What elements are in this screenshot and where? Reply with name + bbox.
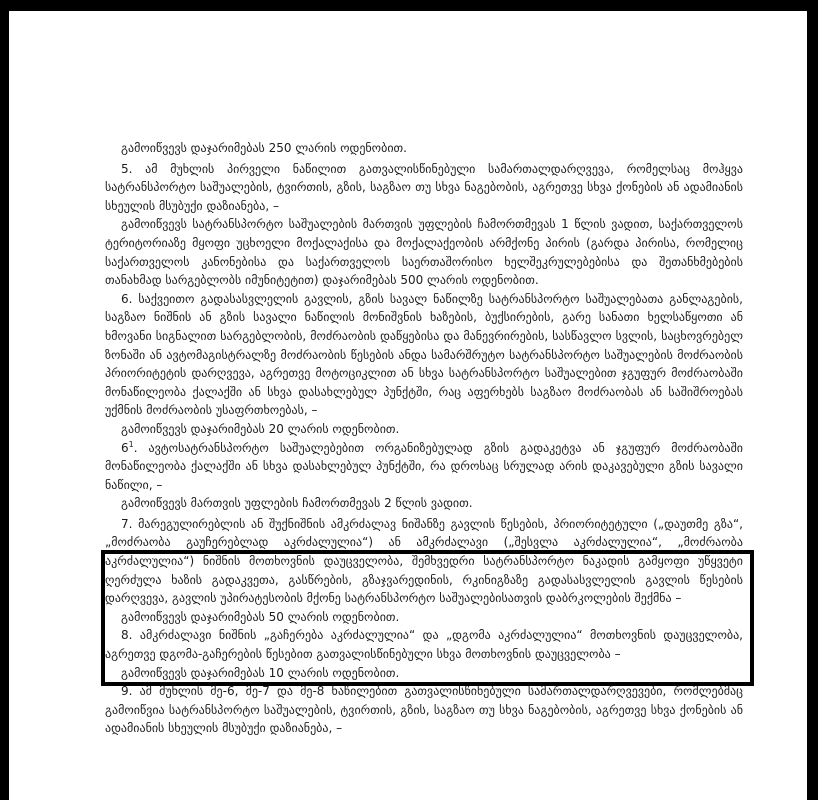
paragraph-clause-7: 7. მარეგულირებლის ან შუქნიშნის ამკრძალავ ნიშანზე გავლის წესების, პრიორიტეტული („დაუთმე გზა“, „მოძრაობა გაუჩერებლად აკრძალულია“) ან ამკრძალავი („შესვლა აკრძალულია“, „მოძრაობა აკრძალულია“) ნიშნის მოთხოვნის დაუცველობა, შემხვედრი სატრანსპორტო ნაკადის გამყოფი უწყვეტი ღერძულა ხაზის გადაკვეთა, გასწრების, გზაჯვარედინის, რკინიგზაზე გადასასვლელის გავლის წესების დარღვევა, გავლის უპირატესობის მქონე სატრანსპორტო საშუალებისათვის დაბრკოლების შექმნა – <box>105 516 743 606</box>
paragraph-clause-6-1 <box>105 439 743 495</box>
paragraph-penalty-250: გამოიწვევს დაჯარიმებას 250 ლარის ოდენობით. <box>121 141 407 155</box>
clause-text: . ავტოსატრანსპორტო საშუალებებით ორგანიზებულად გზის გადაკეტვა ან ჯგუფურ მოძრაობაში მონაწილეობა ქალაქში ან სხვა დასახლებულ პუნქტში, რა დროსაც სრულად არის დაკავებული გზის სავალი ნაწილი, – <box>105 440 743 492</box>
paragraph-clause-9: 9. ამ მუხლის მე-6, მე-7 და მე-8 ნაწილებით გათვალისწინებული სამართალდარღვევები, რომლებმაც გამოიწვია სატრანსპორტო საშუალების, ტვირთის, გზის, საგზაო თუ სხვა ნაგებობის, აგრეთვე სხვა ქონების ან ადამიანის სხეულის მსუბუქი დაზიანება, – <box>105 684 743 736</box>
paragraph-penalty-10: გამოიწვევს დაჯარიმებას 10 ლარის ოდენობით. <box>121 665 400 680</box>
paragraph-penalty-license-2yr: გამოიწვევს მართვის უფლების ჩამორთმევას 2 წლის ვადით. <box>121 496 473 511</box>
clause-superscript: 1 <box>128 439 134 449</box>
document-body <box>105 139 743 738</box>
paragraph-clause-5: 5. ამ მუხლის პირველი ნაწილით გათვალისწინებული სამართალდარღვევა, რომელსაც მოჰყვა სატრანსპორტო საშუალების, ტვირთის, გზის, საგზაო თუ სხვა ნაგებობის, აგრეთვე სხვა ქონების ან ადამიანის სხეულის მსუბუქი დაზიანება, – <box>105 161 743 213</box>
paragraph-penalty-50: გამოიწვევს დაჯარიმებას 50 ლარის ოდენობით. <box>121 609 400 624</box>
paragraph-penalty-20: გამოიწვევს დაჯარიმებას 20 ლარის ოდენობით. <box>121 421 400 436</box>
paragraph-clause-6: 6. საქვეითო გადასასვლელის გავლის, გზის სავალ ნაწილზე სატრანსპორტო საშუალებათა განლაგების, საგზაო ნიშნის ან გზის სავალი ნაწილის მონიშვნის ხაზების, ბუქსირების, გარე სანათი ხელსაწყოთი ან ხმოვანი სიგნალით სარგებლობის, მოძრაობის დაწყებისა და მანევრირების, სასწავლო სვლის, საცხოვრებელ ზონაში ან ავტომაგისტრალზე მოძრაობის წესების ანდა სამარშრუტო სატრანსპორტო საშუალების მოძრაობის პრიორიტეტის დარღვევა, აგრეთვე მოტოციკლით ან სხვა სატრანსპორტო საშუალებით ჯგუფურ მოძრაობაში მონაწილეობა ქალაქში ან სხვა დასახლებულ პუნქტში, რაც აფერხებს საგზაო მოძრაობას ან საშიშროებას უქმნის მოძრაობის უსაფრთხოებას, – <box>105 291 743 418</box>
paragraph-clause-8: 8. ამკრძალავი ნიშნის „გაჩერება აკრძალულია“ და „დგომა აკრძალულია“ მოთხოვნის დაუცველობა, აგრეთვე დგომა-გაჩერების წესებით გათვალისწინებული სხვა მოთხოვნის დაუცველობა – <box>105 628 743 662</box>
paragraph-penalty-license-1yr: გამოიწვევს სატრანსპორტო საშუალების მართვის უფლების ჩამორთმევას 1 წლის ვადით, საქართველოს ტერიტორიაზე მყოფი უცხოელი მოქალაქისა და მოქალაქეობის არმქონე პირის (გარდა პირისა, რომელიც საქართველოს კანონებისა და საქართველოს საერთაშორისო ხელშეკრულებებისა და შეთანხმებების თანახმად სარგებლობს იმუნიტეტით) დაჯარიმებას 500 ლარის ოდენობით. <box>105 217 743 288</box>
clause-number: 6 <box>121 440 129 455</box>
